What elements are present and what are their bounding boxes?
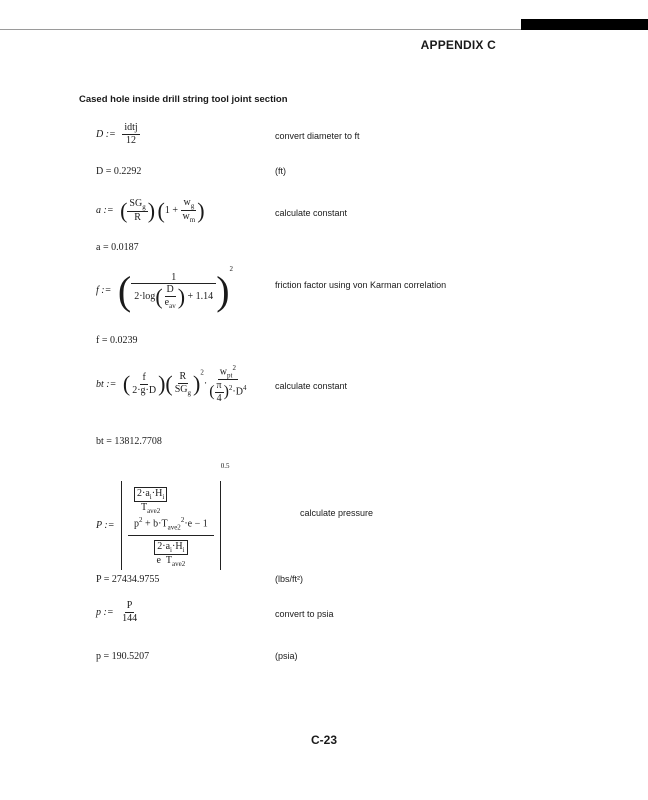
comment-constant-a: calculate constant: [275, 208, 348, 218]
eq3-exp: 2: [229, 265, 234, 273]
eq1-den: 12: [125, 134, 136, 146]
result-psia: p = 190.5207: [96, 651, 150, 662]
eq1-lhs: D :=: [96, 128, 116, 140]
comment-constant-b: calculate constant: [275, 381, 348, 391]
unit-ft: (ft): [275, 166, 286, 176]
comment-friction: friction factor using von Karman correlation: [275, 280, 447, 290]
result-pressure: P = 27434.9755: [96, 574, 160, 585]
eq6-num: P: [126, 600, 133, 611]
eq4-lhs: bt :=: [96, 378, 117, 390]
eq5-exp: 0.5: [220, 462, 230, 470]
eq6-lhs: p :=: [96, 606, 114, 618]
eq5-lhs: P :=: [96, 520, 115, 532]
result-friction: f = 0.0239: [96, 335, 138, 346]
equation-constant-b: bt := ( $\frac{f}{2\cdot g\cdot D}$ )( $\frac{R}{SG_g}$ )$^2$· $w_{pt}^2$ ( $\frac{\pi}{4}$ )$^2\cdot D^4$: [96, 364, 247, 404]
equation-constant-a: a := ( $\frac{SG_g}{R}$ ) (1 + $\frac{w_g}{w_m}$ ): [96, 197, 205, 225]
eq1-num: idtj: [124, 122, 138, 133]
chapter-tab: [521, 19, 648, 30]
unit-psia: (psia): [275, 651, 298, 661]
eq6-den: 144: [122, 612, 138, 624]
result-diameter: D = 0.2292: [96, 166, 142, 177]
comment-convert-diameter: convert diameter to ft: [275, 131, 360, 141]
eq2-lhs: a :=: [96, 205, 114, 217]
equation-friction: f := ( 1 2·log( $\frac{D}{e_{av}}$ ) + 1.14 )$^2$: [96, 265, 234, 313]
equation-pressure: P := $\frac{2\cdot a_i\cdot H_i}{T_{ave2}}$ $p^2 + b\cdot T_{ave2}^2\cdot e - 1$ $\frac{2\cdot a_i\cdot H_i}{e T_{ave2}}$ $^{0.5}$: [96, 462, 229, 570]
page-number: C-23: [310, 733, 337, 747]
comment-psia: convert to psia: [275, 609, 334, 619]
result-constant-b: bt = 13812.7708: [96, 436, 162, 447]
unit-lbs-ft2: (lbs/ft²): [275, 574, 303, 584]
result-constant-a: a = 0.0187: [96, 242, 139, 253]
section-title: Cased hole inside drill string tool joint section: [79, 94, 288, 105]
eq3-lhs: f :=: [96, 285, 112, 297]
equation-psia: [96, 600, 139, 624]
appendix-heading: APPENDIX C: [420, 38, 496, 52]
comment-pressure: calculate pressure: [300, 508, 374, 518]
equation-diameter: [96, 122, 140, 146]
